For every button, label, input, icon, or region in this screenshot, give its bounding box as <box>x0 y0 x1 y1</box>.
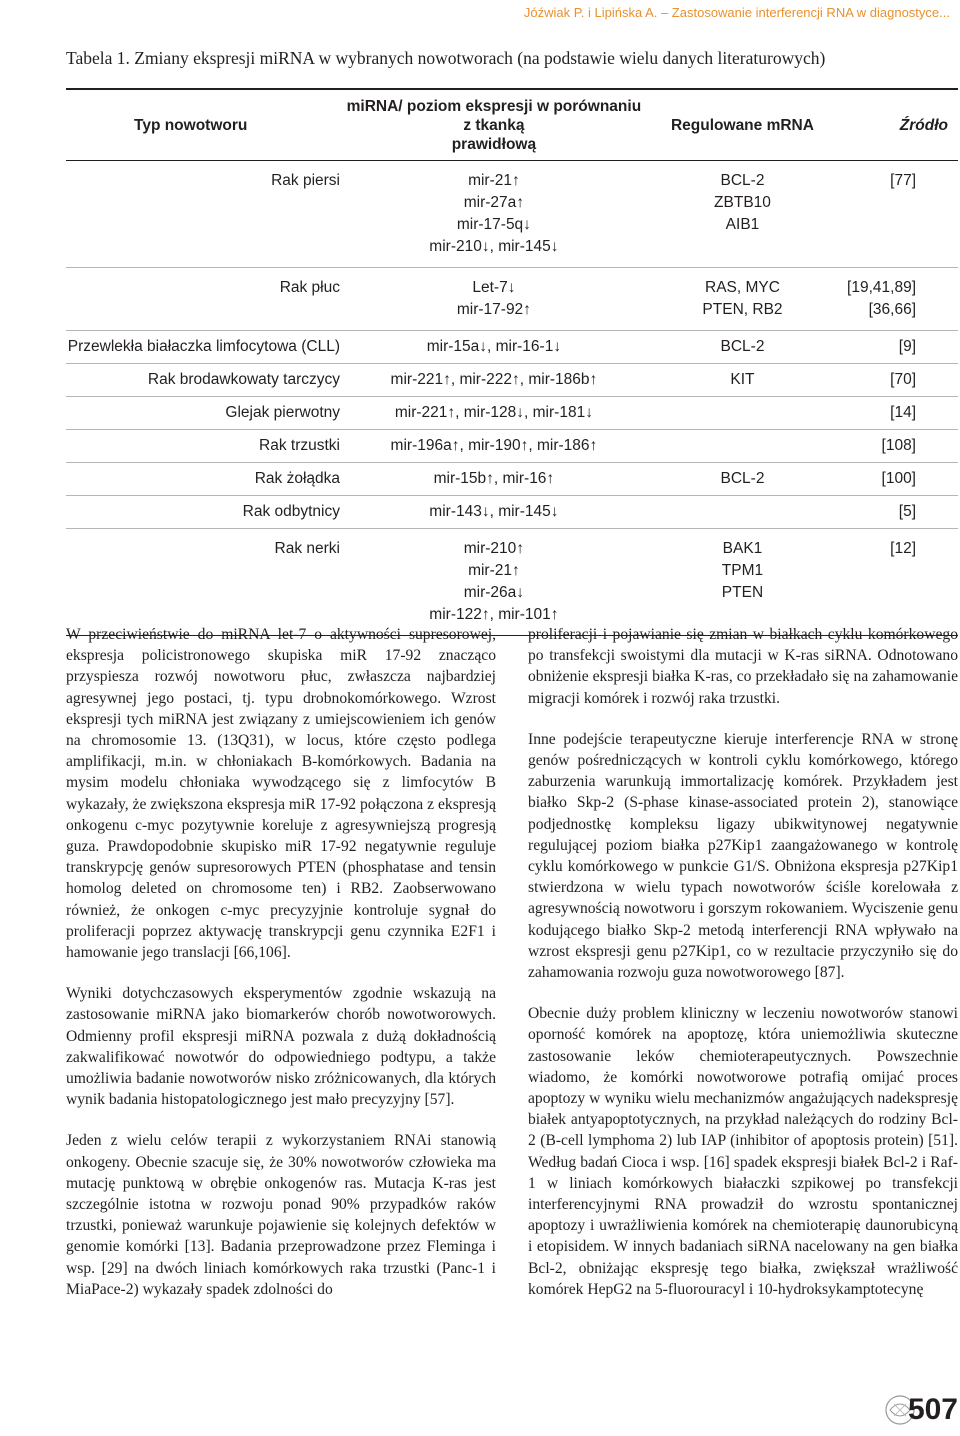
cell-source-line: [77] <box>890 172 916 189</box>
mirna-table <box>66 88 958 636</box>
cell-mrna <box>648 496 837 529</box>
cell-mirna <box>340 161 648 268</box>
cell-mrna <box>648 463 837 496</box>
cell-cancer-type <box>66 161 340 268</box>
table-caption: Tabela 1. Zmiany ekspresji miRNA w wybranych nowotworach (na podstawie wielu danych literaturowych) <box>66 48 826 68</box>
cell-mrna-line: PTEN <box>721 584 764 601</box>
cell-source <box>837 463 958 496</box>
cell-mirna <box>340 529 648 636</box>
header-mirna <box>340 89 648 161</box>
cell-mirna-line: mir-26a↓ <box>463 584 525 601</box>
cell-mrna <box>648 529 837 636</box>
table-body <box>66 161 958 636</box>
cell-source <box>837 397 958 430</box>
cell-mirna-line: mir-27a↑ <box>463 194 525 211</box>
cell-mrna-line: AIB1 <box>725 216 760 233</box>
cell-source <box>837 268 958 331</box>
cancer-type-label: Rak płuc <box>279 279 340 296</box>
cell-source-line: [9] <box>898 338 916 355</box>
cell-mirna <box>340 364 648 397</box>
cell-source <box>837 529 958 636</box>
page-number: 507 <box>907 1393 958 1426</box>
cancer-type-label: Rak odbytnicy <box>242 503 340 520</box>
cell-cancer-type <box>66 430 340 463</box>
header-mrna: Regulowane mRNA <box>648 89 837 161</box>
cell-mirna-line: mir-210↑ <box>463 540 525 557</box>
cell-mirna-line: mir-122↑, mir-101↑ <box>429 606 559 623</box>
cell-cancer-type <box>66 496 340 529</box>
cell-mirna <box>340 430 648 463</box>
header-type: Typ nowotworu <box>66 89 340 161</box>
cell-mirna <box>340 331 648 364</box>
cell-cancer-type <box>66 529 340 636</box>
cell-mrna <box>648 268 837 331</box>
cell-mirna <box>340 463 648 496</box>
cell-mirna-line: mir-17-92↑ <box>456 301 531 318</box>
cell-cancer-type <box>66 268 340 331</box>
cell-source-line: [5] <box>898 503 916 520</box>
header-mirna-line1: miRNA/ poziom ekspresji w porównaniu z tkanką <box>346 98 642 134</box>
body-paragraph: Inne podejście terapeutyczne kieruje interferencje RNA w stronę genów pośredniczących w kontroli cyklu komórkowego, którego zaburzenia warunkują immortalizację komórek. Przykładem jest białko Skp-2 (S-phase kinase-associated protein 2), stanowiące podjednostkę kompleksu ligazy ubikwitynowej negatywnie regulującej poziom białka p27Kip1 zaangażowanego w kontrolę cyklu komórkowego w punkcie G1/S. Obniżona ekspresja p27Kip1 stwierdzona w wielu typach nowotworów ściśle korelowała z agresywnością nowotworu i gorszym rokowaniem. Wyciszenie genu kodującego białko Skp-2 metodą interferencji RNA wpływało na wzrost ekspresji genu p27Kip1, co w rezultacie przyczyniło się do zahamowania rozwoju guza nowotworowego [87]. <box>528 730 958 982</box>
cell-mirna-line: mir-21↑ <box>468 172 520 189</box>
cell-mirna-line: mir-221↑, mir-222↑, mir-186b↑ <box>390 371 598 388</box>
cell-source-line: [14] <box>890 404 916 421</box>
cancer-type-label: Rak żołądka <box>254 470 340 487</box>
table-row <box>66 331 958 364</box>
body-paragraph: Wyniki dotychczasowych eksperymentów zgodnie wskazują na zastosowanie miRNA jako biomarkerów chorób nowotworowych. Odmienny profil ekspresji miRNA pozwala z dużą dokładnością zakwalifikować nowotwór do odpowiedniego podtypu, a także umożliwia badanie nowotworów nisko zróżnicowanych, dla których wynik badania histopatologicznego jest mało precyzyjny [57]. <box>66 985 496 1109</box>
cell-mrna <box>648 161 837 268</box>
running-header-text: Jóźwiak P. i Lipińska A. – Zastosowanie interferencji RNA w diagnostyce... <box>523 5 950 20</box>
table-row <box>66 430 958 463</box>
cancer-type-label: Rak piersi <box>271 172 340 189</box>
table-row <box>66 529 958 636</box>
body-paragraph: W przeciwieństwie do miRNA let-7 o aktywności supresorowej, ekspresja policistronowego skupiska miR 17-92 znacząco przyspiesza rozwój nowotworu płuc, zwłaszcza najbardziej agresywnej jego postaci, tj. typu drobnokomórkowego. Wzrost ekspresji tych miRNA jest związany z umiejscowieniem ich genów na chromosomie 13. (13Q31), w locus, które często podlega amplifikacji, m.in. w chłoniakach B-komórkowych. Badania na mysim modelu chłoniaka wywodzącego się z limfocytów B wykazały, że zwiększona ekspresja miR 17-92 połączona z ekspresją onkogenu c-myc pozytywnie koreluje z agresywniejszą progresją guza. Prawdopodobnie skupisko miR 17-92 negatywnie reguluje transkrypcję genów supresorowych PTEN (phosphatase and tensin homolog deleted on chromosome ten) i RB2. Zaobserwowano również, że onkogen c-myc precyzyjnie kontroluje sygnał do proliferacji poprzez aktywację transkrypcji genu czynnika E2F1 i hamowanie jego translacji [66,106]. <box>66 626 496 962</box>
cell-mirna-line: mir-17-5q↓ <box>456 216 531 233</box>
cell-mirna-line: mir-143↓, mir-145↓ <box>429 503 559 520</box>
cell-mirna <box>340 397 648 430</box>
cell-source <box>837 161 958 268</box>
cell-mrna-line: BCL-2 <box>720 470 765 487</box>
cell-mrna-line: PTEN, RB2 <box>702 301 783 318</box>
cell-mrna-line: ZBTB10 <box>714 194 771 211</box>
cell-mrna <box>648 331 837 364</box>
header-source: Źródło <box>837 89 958 161</box>
cell-mrna <box>648 364 837 397</box>
cell-mirna-line: mir-21↑ <box>468 562 520 579</box>
table-row <box>66 463 958 496</box>
cell-source-line: [12] <box>890 540 916 557</box>
body-column-right <box>528 624 958 1320</box>
cell-source-line: [100] <box>881 470 916 487</box>
table-header-row <box>66 89 958 161</box>
body-column-left <box>66 624 496 1320</box>
running-header <box>524 0 950 26</box>
cell-cancer-type <box>66 331 340 364</box>
header-mirna-line2: prawidłową <box>451 136 537 153</box>
cell-mrna-line: TPM1 <box>721 562 764 579</box>
cancer-type-label: Rak trzustki <box>259 437 340 454</box>
table-row <box>66 364 958 397</box>
cancer-type-label: Glejak pierwotny <box>225 404 340 421</box>
cell-mirna <box>340 268 648 331</box>
cancer-type-label: Przewlekła białaczka limfocytowa (CLL) <box>67 338 340 355</box>
cell-mirna-line: mir-15a↓, mir-16-1↓ <box>426 338 562 355</box>
cell-source <box>837 430 958 463</box>
cell-cancer-type <box>66 463 340 496</box>
cell-source <box>837 331 958 364</box>
cell-cancer-type <box>66 397 340 430</box>
cancer-type-label: Rak nerki <box>274 540 340 557</box>
table-row <box>66 496 958 529</box>
table-row <box>66 397 958 430</box>
cell-cancer-type <box>66 364 340 397</box>
body-paragraph: proliferacji i pojawianie się zmian w białkach cyklu komórkowego po transfekcji swoistymi dla mutacji w K-ras siRNA. Odnotowano obniżenie ekspresji białka K-ras, co przekładało się na zahamowanie migracji komórek i rozwój raka trzustki. <box>528 626 958 707</box>
table-row <box>66 268 958 331</box>
cell-source <box>837 364 958 397</box>
cell-mrna-line: KIT <box>730 371 755 388</box>
cell-mirna-line: mir-221↑, mir-128↓, mir-181↓ <box>394 404 593 421</box>
cell-mirna-line: mir-210↓, mir-145↓ <box>429 238 559 255</box>
cell-mrna-line: RAS, MYC <box>705 279 780 296</box>
cell-mirna-line: mir-196a↑, mir-190↑, mir-186↑ <box>390 437 598 454</box>
cell-mrna-line: BCL-2 <box>720 172 765 189</box>
cell-source-line: [36,66] <box>868 301 916 318</box>
cell-mirna-line: mir-15b↑, mir-16↑ <box>433 470 555 487</box>
cell-mirna <box>340 496 648 529</box>
cell-source-line: [19,41,89] <box>847 279 916 296</box>
cell-source-line: [70] <box>890 371 916 388</box>
cancer-type-label: Rak brodawkowaty tarczycy <box>147 371 340 388</box>
body-paragraph: Jeden z wielu celów terapii z wykorzystaniem RNAi stanowią onkogeny. Obecnie szacuje się, że 30% nowotworów człowieka ma mutację punktową w obrębie onkogenów ras. Mutacja K-ras jest szczególnie istotna w rozwoju ponad 90% przypadków raków trzustki, ponieważ warunkuje pojawienie się kolejnych defektów w genomie komórki [13]. Badania przeprowadzone przez Fleminga i wsp. [29] na dwóch liniach komórkowych raka trzustki (Panc-1 i MiaPace-2) wykazały spadek zdolności do <box>66 1132 496 1298</box>
body-paragraph: Obecnie duży problem kliniczny w leczeniu nowotworów stanowi oporność komórek na apoptozę, która uniemożliwia skuteczne zastosowanie leków chemioterapeutycznych. Powszechnie wiadomo, że komórki nowotworowe potrafią omijać proces apoptozy w wyniku wielu mechanizmów angażujących nadekspresję białek antyapoptotycznych, na przykład należących do rodziny Bcl-2 (B-cell lymphoma 2) lub IAP (inhibitor of apoptosis protein) [51]. Według badań Cioca i wsp. [16] spadek ekspresji białek Bcl-2 i Raf-1 w liniach komórkowych białaczki szpikowej po transfekcji interferencyjnymi RNA prowadził do wzrostu spontanicznej apoptozy i uwrażliwienia komórek na chemioterapię daunorubicyną i etopisidem. W innych badaniach siRNA nacelowany na gen białka Bcl-2, obniżając ekspresję tego białka, zwiększał wrażliwość komórek HepG2 na 5-fluorouracyl i 10-hydroksykamptotecynę <box>528 1005 958 1298</box>
cell-mrna-line: BCL-2 <box>720 338 765 355</box>
cell-source <box>837 496 958 529</box>
cell-mirna-line: Let-7↓ <box>472 279 516 296</box>
cell-mrna <box>648 397 837 430</box>
table-row <box>66 161 958 268</box>
cell-mrna <box>648 430 837 463</box>
cell-source-line: [108] <box>881 437 916 454</box>
cell-mrna-line: BAK1 <box>722 540 763 557</box>
